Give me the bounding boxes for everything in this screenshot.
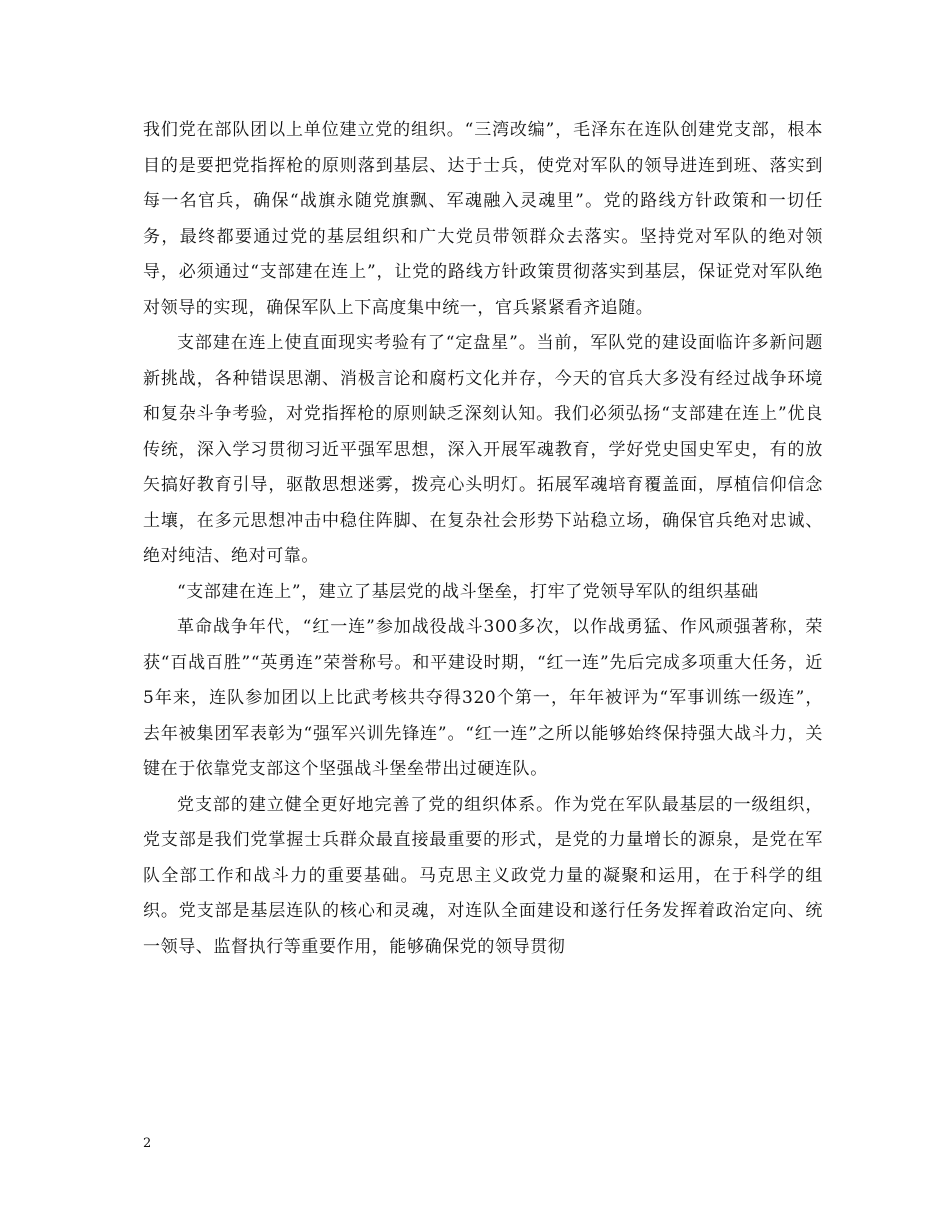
section-heading: “支部建在连上”，建立了基层党的战斗堡垒，打牢了党领导军队的组织基础 — [177, 581, 759, 602]
paragraph-1: 我们党在部队团以上单位建立党的组织。“三湾改编”，毛泽东在连队创建党支部，根本目的是要把党指挥枪的原则落到基层、达于士兵，使党对军队的领导进连到班、落实到每一名官兵，确保“战旗永随党旗飘、军魂融入灵魂里”。党的路线方针政策和一切任务，最终都要通过党的基层组织和广大党员带领群众去落实。坚持党对军队的绝对领导，必须通过“支部建在连上”，让党的路线方针政策贯彻落实到基层，保证党对军队绝对领导的实现，确保军队上下高度集中统一，官兵紧紧看齐追随。 — [143, 120, 823, 318]
paragraph-4: 党支部的建立健全更好地完善了党的组织体系。作为党在军队最基层的一级组织，党支部是我们党掌握士兵群众最直接最重要的形式，是党的力量增长的源泉，是党在军队全部工作和战斗力的重要基础。马克思主义政党力量的凝聚和运用，在于科学的组织。党支部是基层连队的核心和灵魂，对连队全面建设和遂行任务发挥着政治定向、统一领导、监督执行等重要作用，能够确保党的领导贯彻 — [143, 794, 823, 957]
body-text — [143, 113, 823, 965]
paragraph-3: 革命战争年代，“红一连”参加战役战斗300多次，以作战勇猛、作风顽强著称，荣获“百战百胜”“英勇连”荣誉称号。和平建设时期，“红一连”先后完成多项重大任务，近5年来，连队参加团以上比武考核共夺得320个第一，年年被评为“军事训练一级连”，去年被集团军表彰为“强军兴训先锋连”。“红一连”之所以能够始终保持强大战斗力，关键在于依靠党支部这个坚强战斗堡垒带出过硬连队。 — [143, 617, 823, 779]
paragraph-2: 支部建在连上使直面现实考验有了“定盘星”。当前，军队党的建设面临许多新问题新挑战，各种错误思潮、消极言论和腐朽文化并存，今天的官兵大多没有经过战争环境和复杂斗争考验，对党指挥枪的原则缺乏深刻认知。我们必须弘扬“支部建在连上”优良传统，深入学习贯彻习近平强军思想，深入开展军魂教育，学好党史国史军史，有的放矢搞好教育引导，驱散思想迷雾，拨亮心头明灯。拓展军魂培育覆盖面，厚植信仰信念土壤，在多元思想冲击中稳住阵脚、在复杂社会形势下站稳立场，确保官兵绝对忠诚、绝对纯洁、绝对可靠。 — [143, 333, 823, 566]
page-number: 2 — [143, 1136, 152, 1151]
